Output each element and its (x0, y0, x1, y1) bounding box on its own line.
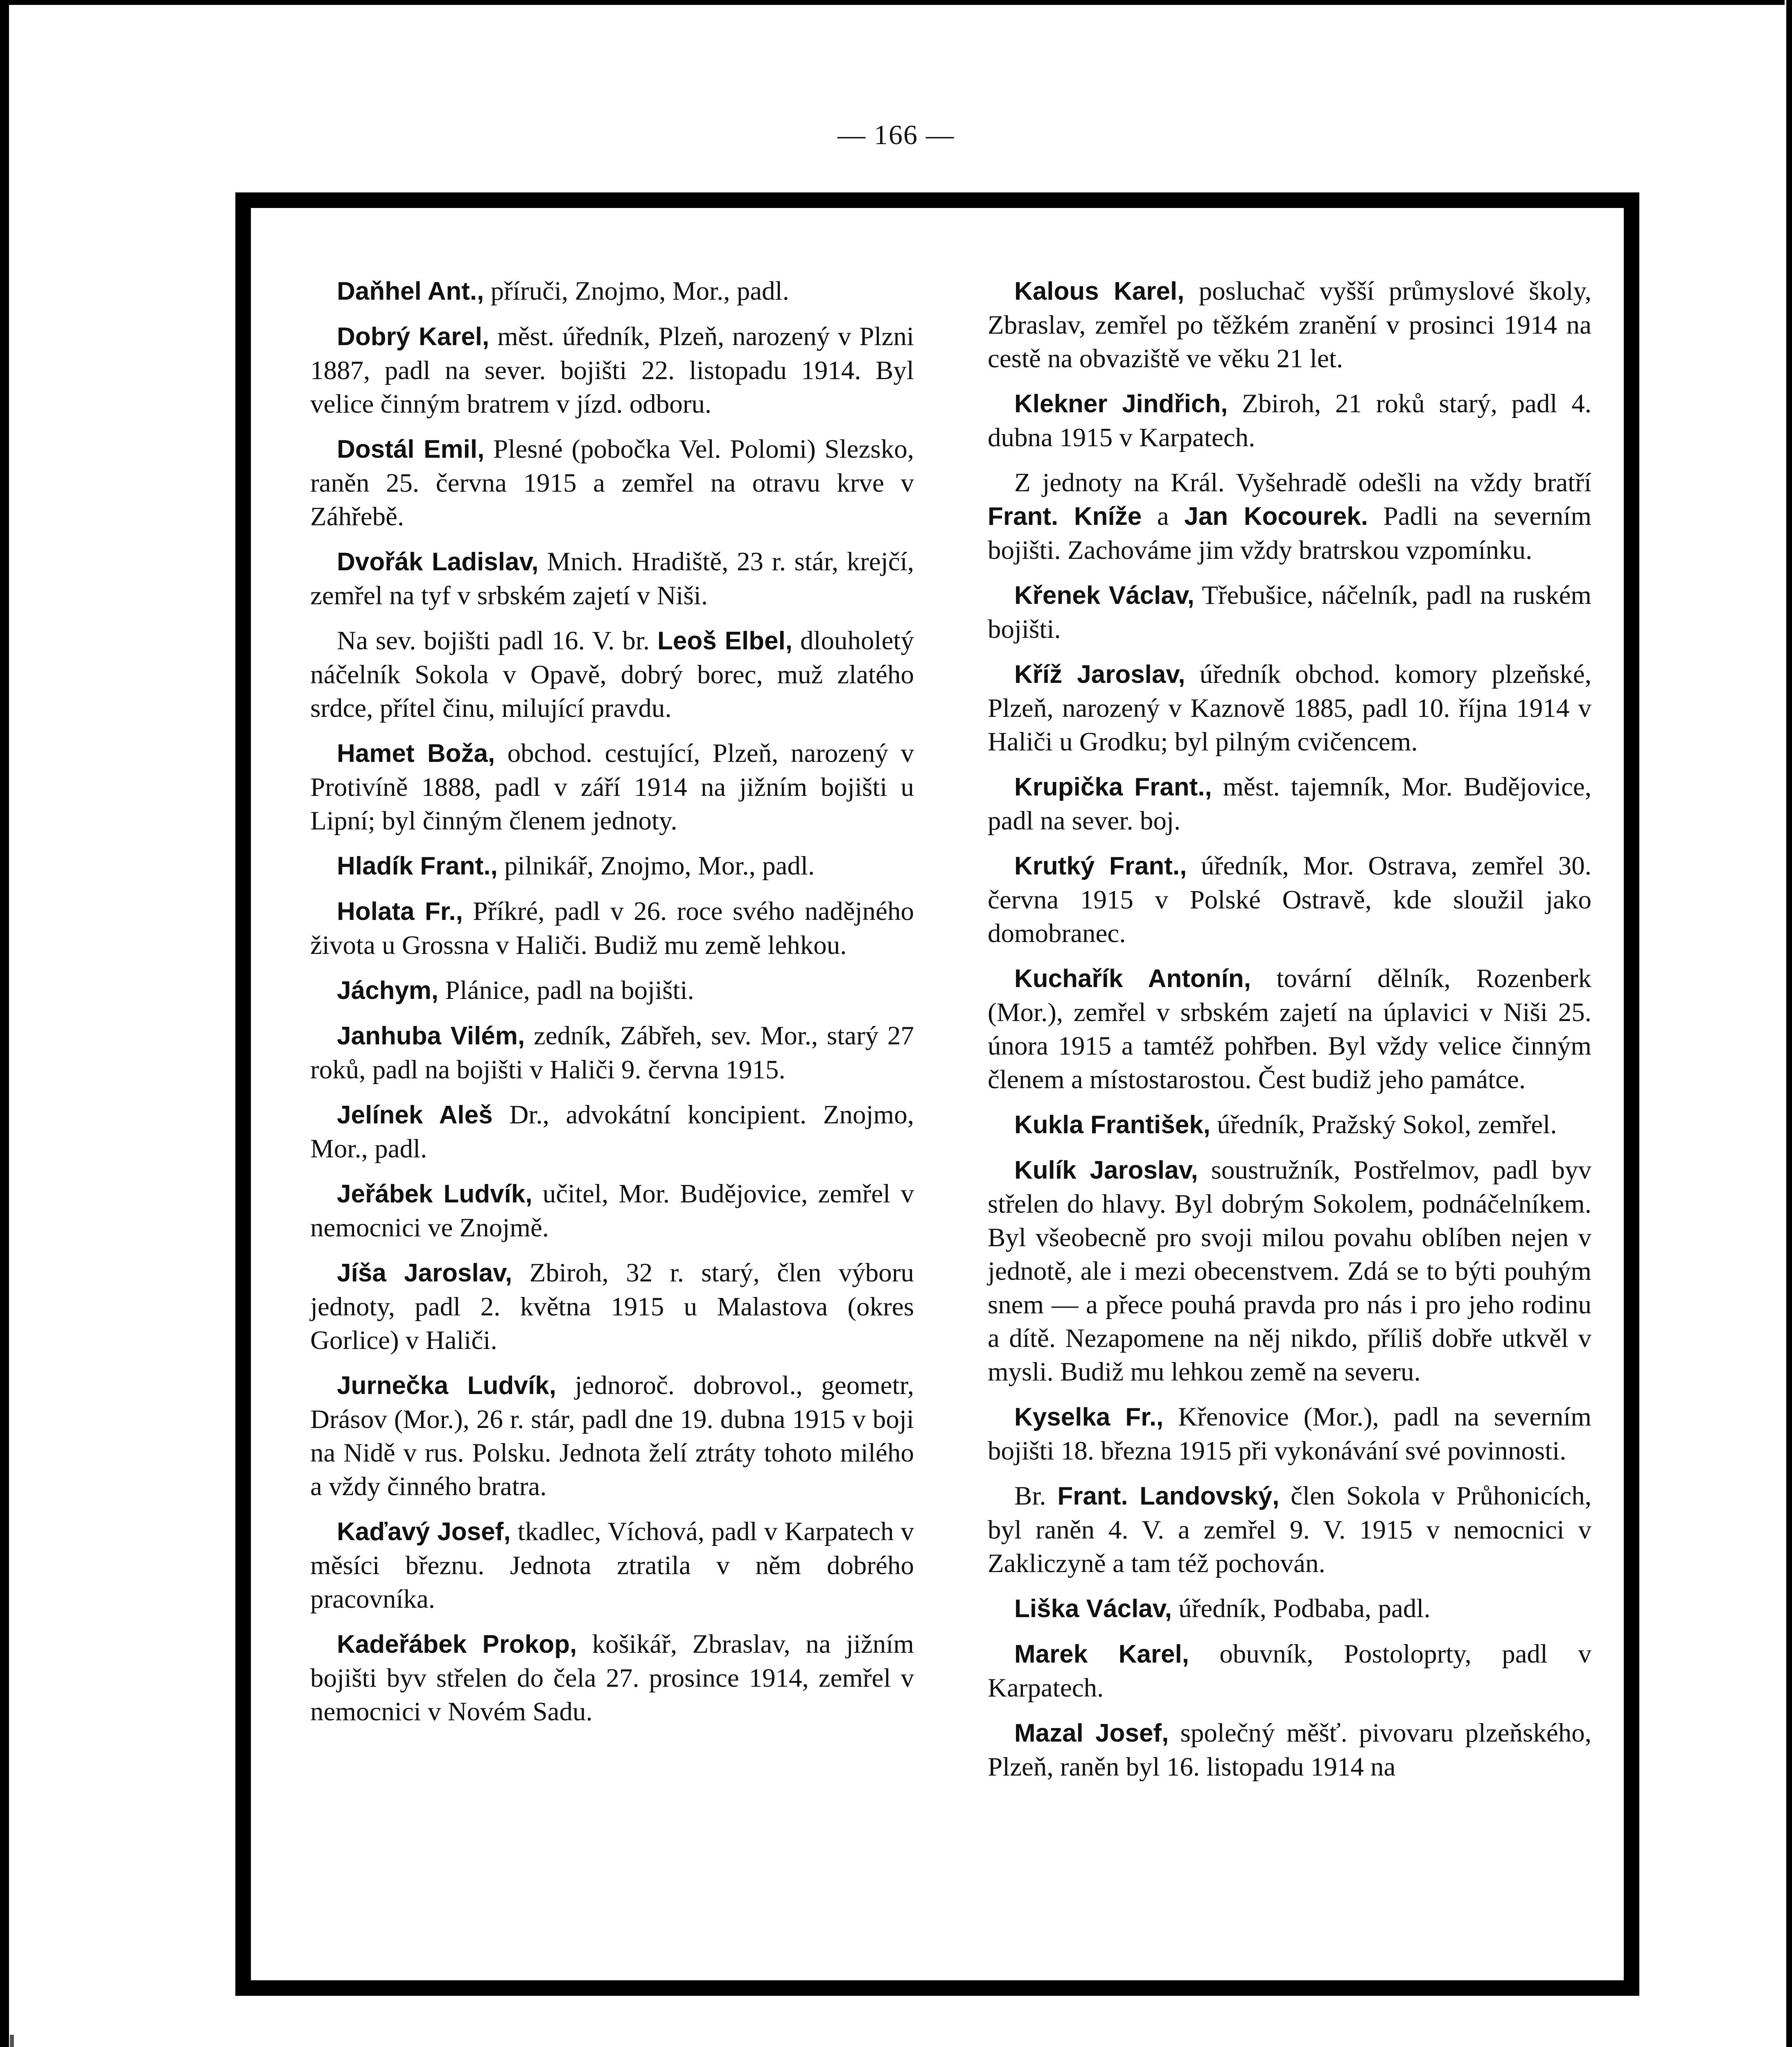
entry-text: měst. tajemník, Mor. Budějovice, padl na sever. boj. (988, 772, 1592, 836)
entry-name: Krupička Frant., (1014, 773, 1212, 801)
page-number: — 166 — (837, 119, 955, 150)
obituary-entry (988, 657, 1591, 759)
entry-text: Zbiroh, 32 r. starý, člen výboru jednoty, padl 2. května 1915 u Malastova (okres Gorlice) v Haliči. (310, 1258, 914, 1355)
left-column (310, 274, 914, 1740)
obituary-entry (988, 849, 1591, 950)
obituary-entry (310, 1515, 914, 1616)
entry-text: Padli na severním bojišti. Zachováme jim vždy bratrskou vzpomínku. (988, 502, 1592, 565)
entry-text: zedník, Zábřeh, sev. Mor., starý 27 roků, padl na bojišti v Haliči 9. června 1915. (310, 1021, 914, 1085)
entry-name: Kuchařík Antonín, (1014, 965, 1251, 993)
entry-name: Klekner Jindřich, (1014, 390, 1228, 418)
obituary-entry (988, 1592, 1591, 1626)
obituary-entry (310, 1369, 914, 1503)
entry-text: člen Sokola v Průhonicích, byl raněn 4. V. a zemřel 9. V. 1915 v nemocnici v Zakliczyně a tam též pochován. (988, 1481, 1591, 1578)
entry-text: dlouholetý náčelník Sokola v Opavě, dobrý borec, muž zlatého srdce, přítel činu, milující pravdu. (310, 626, 914, 723)
entry-name: Leoš Elbel, (657, 627, 793, 655)
scan-edge-mark (10, 2035, 14, 2047)
entry-name: Liška Václav, (1014, 1595, 1172, 1623)
entry-text: obchod. cestující, Plzeň, narozený v Protivíně 1888, padl v září 1914 na jižním bojišti u Lipní; byl činným členem jednoty. (310, 739, 914, 836)
obituary-entry (988, 274, 1591, 375)
obituary-entry (310, 432, 914, 533)
entry-text: obuvník, Postoloprty, padl v Karpatech. (988, 1639, 1592, 1703)
obituary-entry (310, 274, 914, 308)
entry-name: Hladík Frant., (337, 852, 498, 880)
entry-text: Plánice, padl na bojišti. (445, 976, 694, 1005)
obituary-entry (310, 624, 914, 725)
entry-name: Jan Kocourek. (1184, 502, 1368, 531)
obituary-entry (310, 1019, 914, 1087)
entry-text: košikář, Zbraslav, na jižním bojišti byv střelen do čela 27. prosince 1914, zemřel v nemocnici v Novém Sadu. (310, 1629, 914, 1726)
entry-name: Frant. Kníže (988, 502, 1142, 531)
entry-text: úředník obchod. komory plzeňské, Plzeň, narozený v Kaznově 1885, padl 10. října 1914 v Haliči u Grodku; byl pilným cvičencem. (988, 660, 1591, 757)
entry-text: tkadlec, Víchová, padl v Karpatech v měsíci březnu. Jednota ztratila v něm dobrého pracovníka. (310, 1517, 914, 1614)
entry-name: Holata Fr., (337, 897, 463, 926)
entry-name: Janhuba Vilém, (337, 1022, 525, 1050)
obituary-entry (988, 770, 1591, 838)
entry-text: Dr., advokátní koncipient. Znojmo, Mor., padl. (310, 1100, 914, 1164)
entry-name: Kadeřábek Prokop, (337, 1630, 577, 1658)
obituary-entry (988, 1479, 1591, 1580)
entry-name: Kukla František, (1014, 1111, 1210, 1139)
entry-text: Zbiroh, 21 roků starý, padl 4. dubna 1915 v Karpatech. (988, 389, 1591, 452)
entry-name: Mazal Josef, (1014, 1719, 1169, 1747)
entry-prefix: Br. (1014, 1481, 1046, 1511)
obituary-entry (988, 1153, 1591, 1389)
right-column (988, 274, 1591, 1795)
obituary-entry (988, 1716, 1591, 1784)
obituary-entry (310, 849, 914, 883)
obituary-entry (988, 466, 1591, 567)
obituary-entry (988, 1108, 1591, 1142)
entry-name: Kříž Jaroslav, (1014, 660, 1185, 689)
entry-text: Příkré, padl v 26. roce svého nadějného života u Grossna v Haliči. Budiž mu země lehkou. (310, 897, 914, 960)
entry-text: příruči, Znojmo, Mor., padl. (490, 276, 789, 306)
entry-text: úředník, Pražský Sokol, zemřel. (1217, 1110, 1557, 1139)
obituary-entry (988, 962, 1591, 1096)
entry-text: jednoroč. dobrovol., geometr, Drásov (Mor.), 26 r. stár, padl dne 19. dubna 1915 v boji na Nidě v rus. Polsku. Jednota želí ztráty tohoto milého a vždy činného bratra. (310, 1371, 914, 1501)
entry-name: Dostál Emil, (337, 435, 485, 463)
entry-name: Jeřábek Ludvík, (337, 1180, 533, 1208)
entry-text: úředník, Mor. Ostrava, zemřel 30. června 1915 v Polské Ostravě, kde sloužil jako domobranec. (988, 851, 1592, 948)
entry-name: Kalous Karel, (1014, 277, 1185, 305)
entry-text: Křenovice (Mor.), padl na severním bojišti 18. března 1915 při vykonávání své povinnosti. (988, 1402, 1591, 1466)
entry-name: Hamet Boža, (337, 739, 495, 768)
entry-name: Daňhel Ant., (337, 277, 484, 305)
entry-text: Mnich. Hradiště, 23 r. stár, krejčí, zemřel na tyf v srbském zajetí v Niši. (310, 547, 914, 610)
entry-text: Třebušice, náčelník, padl na ruském bojišti. (988, 581, 1591, 644)
entry-text: tovární dělník, Rozenberk (Mor.), zemřel v srbském zajetí na úplavici v Niši 25. února 1915 a tamtéž pohřben. Byl vždy velice činným členem a místostarostou. Čest budiž jeho památce. (988, 964, 1591, 1094)
obituary-entry (310, 895, 914, 962)
entry-name: Kaďavý Josef, (337, 1518, 511, 1546)
entry-text: měst. úředník, Plzeň, narozený v Plzni 1887, padl na sever. bojišti 22. listopadu 1914. Byl velice činným bratrem v jízd. odboru. (310, 322, 914, 419)
obituary-entry (310, 737, 914, 838)
obituary-entry (310, 974, 914, 1008)
obituary-entry (310, 320, 914, 421)
obituary-entry (310, 1177, 914, 1245)
entry-name: Kyselka Fr., (1014, 1403, 1164, 1431)
obituary-entry (310, 545, 914, 612)
obituary-entry (988, 387, 1591, 454)
obituary-entry (988, 578, 1591, 646)
entry-prefix: Z jednoty na Král. Vyšehradě odešli na vždy bratří (1014, 468, 1591, 497)
entry-name: Jíša Jaroslav, (337, 1259, 512, 1287)
obituary-entry (310, 1256, 914, 1357)
entry-name: Jelínek Aleš (337, 1101, 493, 1129)
entry-name: Jurnečka Ludvík, (337, 1371, 556, 1400)
entry-text: pilnikář, Znojmo, Mor., padl. (504, 851, 815, 881)
entry-name: Marek Karel, (1014, 1640, 1189, 1668)
entry-name: Křenek Václav, (1014, 581, 1194, 610)
obituary-entry (310, 1098, 914, 1166)
entry-name: Dobrý Karel, (337, 323, 490, 351)
entry-name: Frant. Landovský, (1057, 1482, 1280, 1510)
obituary-entry (310, 1627, 914, 1728)
entry-name: Krutký Frant., (1014, 852, 1187, 880)
entry-text: soustružník, Postřelmov, padl byv střelen do hlavy. Byl dobrým Sokolem, podnáčelníkem. Byl všeobecně pro svoji milou povahu oblíben nejen v jednotě, ale i mezi obecenstvem. Zdá se to býti pouhým snem — a přece pouhá pravda pro nás i pro jeho rodinu a dítě. Nezapomene na něj nikdo, příliš dobře utkvěl v mysli. Budiž mu lehkou země na severu. (988, 1155, 1592, 1387)
obituary-entry (988, 1637, 1591, 1705)
entry-text: učitel, Mor. Budějovice, zemřel v nemocnici ve Znojmě. (310, 1179, 914, 1243)
entry-text: úředník, Podbaba, padl. (1178, 1594, 1431, 1623)
entry-text: společný měšť. pivovaru plzeňského, Plzeň, raněn byl 16. listopadu 1914 na (988, 1718, 1592, 1782)
entry-text: posluchač vyšší průmyslové školy, Zbraslav, zemřel po těžkém zranění v prosinci 1914 na cestě na obvaziště ve věku 21 let. (988, 276, 1591, 373)
entry-name: Kulík Jaroslav, (1014, 1156, 1198, 1184)
top-border-rule (8, 0, 1785, 5)
entry-name: Jáchym, (337, 976, 439, 1005)
obituary-entry (988, 1400, 1591, 1468)
entry-text: Plesné (pobočka Vel. Polomi) Slezsko, raněn 25. června 1915 a zemřel na otravu krve v Záhřebě. (310, 434, 914, 531)
entry-connector: a (1157, 502, 1169, 531)
entry-name: Dvořák Ladislav, (337, 548, 539, 576)
entry-prefix: Na sev. bojišti padl 16. V. br. (337, 626, 650, 655)
